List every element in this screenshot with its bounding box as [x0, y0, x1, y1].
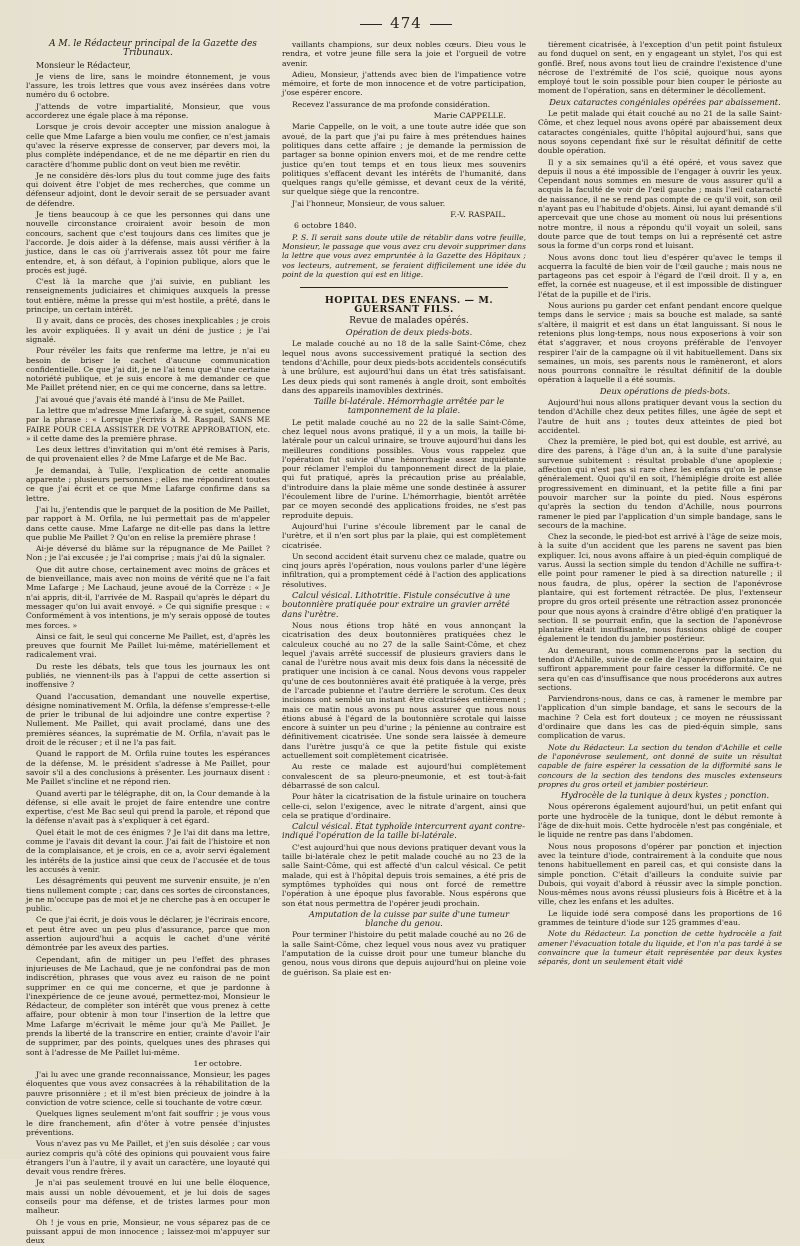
paragraph: Pour hâter la cicatrisation de la fistule urinaire on touchera celle-ci, selon l'exigence, avec le nitrate d'argent, ainsi que cela se pratique d'ordinaire.: [282, 792, 526, 820]
paragraph: Le petit malade couché au no 22 de la salle Saint-Côme, chez lequel nous avons pratiqué, il y a un mois, la taille bi-latérale pour un calcul urinaire, se trouve aujourd'hui dans les meilleures conditions possibles. Vous vous rappelez que l'opération fut suivie d'une hémorrhagie assez inquiétante pour réclamer l'emploi du tamponnement direct de la plaie, qui fut pratiqué, après la précaution prise au préalable, d'introduire dans la plaie même une sonde destinée à assurer l'écoulement libre de l'urine. L'hémorrhagie, bientôt arrêtée par ce moyen secondé des applications froides, ne s'est pas reproduite depuis.: [282, 417, 526, 520]
section-divider: [300, 287, 508, 288]
paragraph: J'ai lu avec une grande reconnaissance, Monsieur, les pages éloquentes que vous avez consacrées à la réhabilitation de la pauvre prisonnière ; et il m'est bien précieux de joindre à la conviction de votre science, celle si touchante de votre cœur.: [26, 1070, 270, 1108]
letter-heading: A M. le Rédacteur principal de la Gazette des Tribunaux.: [49, 39, 257, 59]
op4-title: Calcul vésical. État typhoïde intercurrent ayant contre-indiqué l'opération de la taille bi-latérale.: [282, 821, 526, 841]
paragraph: J'ai avoué que j'avais été mandé à l'insu de Me Paillet.: [36, 394, 245, 404]
col2-closing: [282, 122, 526, 208]
paragraph: Je demandai, à Tulle, l'explication de cette anomalie apparente ; plusieurs personnes ; elles me répondirent toutes ce que j'ai écrit et ce que Mme Lafarge confirme dans sa lettre.: [26, 465, 270, 503]
paragraph: Chez la première, le pied bot, qui est double, est arrivé, au dire des parens, à l'âge d'un an, à la suite d'une paralysie survenue subitement : résultat probable d'une apoplexie ; affection qui n'est pas si rare chez les enfans qu'on le pense généralement. Quoi qu'il en soit, l'hémiplégie droite est allée progressivement en diminuant, et la petite fille a fini par pouvoir marcher sur la pointe du pied. Nous espérons qu'après la section du tendon d'Achille, nous pourrons ramener le pied par l'application d'un simple bandage, sans le secours de la machine.: [538, 437, 782, 530]
op2-title: Taille bi-latérale. Hémorrhagie arrêtée par le tamponnement de la plaie.: [313, 396, 505, 416]
letter-date: 1er octobre.: [193, 1058, 242, 1068]
paragraph: Je tiens beaucoup à ce que les personnes qui dans une nouvelle circonstance croiraient avoir besoin de mon concours, sachent que c'est toujours dans ces limites que je l'accorde. Je dois aider à la défense, mais aussi vérifier à la justice, dans le cas où j'arriverais assez tôt pour me faire entendre, et, à son défaut, à l'opinion publique, alors que le procès est jugé.: [26, 210, 270, 275]
paragraph: Cependant, afin de mitiger un peu l'effet des phrases injurieuses de Me Lachaud, que je ne confondrai pas de mon indiscrétion, phrases que vous avez eu raison de ne point supprimer en ce qui me concerne, et que je pardonne à l'inexpérience de ce jeune avoué, permettez-moi, Monsieur le Rédacteur, de compléter son intérêt que vous prenez à cette affaire, pour obtenir à mon tour l'insertion de la lettre que Mme Lafarge m'écrivait le même jour qu'à Me Paillet. Je prends la liberté de la transcrire en entier, crainte d'avoir l'air de supprimer, par des points, quelques unes des phrases qui sont à l'adresse de Me Paillet lui-même.: [26, 954, 270, 1057]
paragraph: C'est là la marche que j'ai suivie, en publiant les renseignements judiciaires et chimiques auxquels la presse tout entière, même la presse qui m'est hostile, a prêté, dans le principe, un certain intérêt.: [26, 277, 270, 315]
op3-paragraphs: [282, 621, 526, 820]
col2-paragraphs: [282, 40, 526, 109]
op1-paragraphs: [282, 339, 526, 395]
paragraph: Il y avait, dans ce procès, des choses inexplicables ; je crois les avoir expliquées. Il y avait un déni de justice ; je l'ai signalé.: [26, 316, 270, 344]
col1-letter-paragraphs: [26, 1070, 270, 1245]
paragraph: Les deux lettres d'invitation qui m'ont été remises à Paris, de qui provenaient elles ? de Mme Lafarge et de Me Bac.: [26, 445, 270, 464]
col3-paragraphs-d: [538, 802, 782, 927]
paragraph: Adieu, Monsieur, j'attends avec bien de l'impatience votre mémoire, et forte de mon innocence et de votre participation, j'ose espérer encore.: [282, 69, 526, 98]
op2-paragraphs: [282, 418, 526, 589]
col3-paragraphs-c: [538, 398, 782, 741]
paragraph: Quelques lignes seulement m'ont fait souffrir ; je vous vous le dire franchement, afin d'ôter à votre pensée d'injustes préventions.: [26, 1109, 270, 1137]
paragraph: Vous n'avez pas vu Me Paillet, et j'en suis désolée ; car vous auriez compris qu'à côté des opinions qui pouvaient vous faire étrangers l'un à l'autre, il y avait un caractère, une loyauté qui devait vous rendre frères.: [26, 1139, 270, 1177]
paragraph: J'ai lu, j'entendis que le parquet de la position de Me Paillet, par rapport à M. Orfila, ne lui permettait pas de m'appeler dans cette cause. Mme Lafarge ne dit-elle pas dans la lettre que publie Me Paillet ? Qu'on en relise la première phrase !: [26, 504, 270, 542]
paragraph: J'ai l'honneur, Monsieur, de vous saluer.: [292, 198, 446, 208]
note-redacteur-1: Note du Rédacteur. La section du tendon d'Achille et celle de l'aponévrose seulement, ont donné de suite un résultat capable de faire espérer la cessation de la difformité sans le concours de la section des tendons des muscles extenseurs propres du gros orteil et jambier postérieur.: [538, 742, 782, 789]
op5-title: Amputation de la cuisse par suite d'une tumeur blanche du genou.: [308, 908, 510, 929]
paragraph: Marie Cappelle, on le voit, a une toute autre idée que son avoué, de la part que j'ai pu faire à mes prétendues haines politiques dans cette affaire ; je demande la permission de partager sa bonne opinion envers moi, et de me rendre cette justice qu'en tout temps et en tous lieux mes souvenirs politiques s'effacent devant les intérêts de l'humanité, dans quelques rangs qu'elle gémisse, et devant ceux de la vérité, sur quelque siège que la rencontre.: [282, 122, 526, 197]
op3-title: Calcul vésical. Lithotritie. Fistule consécutive à une boutonnière pratiquée pour extraire un gravier arrêté dans l'urètre.: [282, 590, 511, 619]
title-pieds-bots: Deux opérations de pieds-bots.: [599, 385, 731, 396]
paragraph: Au reste ce malade est aujourd'hui complètement convalescent de sa pleuro-pneumonie, et est tout-à-fait débarrassé de son calcul.: [282, 762, 526, 790]
paragraph: Nous nous étions trop hâté en vous annonçant la cicatrisation des deux boutonnières pratiquées chez le calculeux couché au no 27 de la salle Saint-Côme, et chez lequel j'avais arrêté successif de plusieurs graviers dans le canal de l'urètre nous avait mis deux fois dans la nécessité de pratiquer une incision à ce canal. Nous devons vous rappeler qu'une de ces boutonnières avait été pratiquée à la verge, près de l'arcade pubienne et l'autre derrière le scrotum. Ces deux incisions ont semblé un instant être cicatrisées entièrement ; mais ce matin nous avons pu nous assurer que nous nous étions abusé à l'égard de la boutonnière scrotale qui laisse encore à suinter un peu d'urine ; la pénienne au contraire est définitivement cicatrisée. Une sonde sera laissée à demeure dans l'urètre jusqu'à ce que la petite fistule qui existe actuellement soit complètement cicatrisée.: [282, 620, 526, 761]
salutation: Monsieur le Rédacteur,: [36, 60, 131, 70]
op4-paragraphs: [282, 843, 526, 908]
letter-date-2: 6 octobre 1840.: [294, 221, 357, 231]
paragraph: Quand l'accusation, demandant une nouvelle expertise, désigne nominativement M. Orfila, la défense s'empresse-t-elle de prier le tribunal de lui adjoindre une contre expertise ? Nullement. Me Paillet, qui avait proclamé, dans une des premières séances, la suprématie de M. Orfila, n'avait pas le droit de le récuser ; et il ne l'a pas fait.: [26, 691, 270, 748]
paragraph: Je ne considère dès-lors plus du tout comme juge des faits qui doivent être l'objet de mes recherches, que comme un défenseur adjoint, dont le devoir serait de se persuader avant de défendre.: [26, 170, 270, 208]
note-redacteur-2: Note du Rédacteur. La ponction de cette hydrocèle a fait amener l'évacuation totale du liquide, et l'on n'a pas tardé à se convaincre que la tumeur était représentée par deux kystes séparés, dont un seulement était vidé: [538, 929, 782, 967]
paragraph: Pour révéler les faits que renferme ma lettre, je n'ai eu besoin de briser le cachet d'aucune communication confidentielle. Ce que j'ai dit, je ne l'ai tenu que d'une certaine notoriété publique, et je suis encore à me demander ce que Me Paillet prétend nier, en ce qui me concerne, dans sa lettre.: [26, 346, 270, 393]
paragraph: Ai-je déversé du blâme sur la répugnance de Me Paillet ? Non ; je l'ai excusée ; je l'ai comprise ; mais j'ai dû la signaler.: [26, 544, 270, 563]
paragraph: tièrement cicatrisée, à l'exception d'un petit point fistuleux au fond duquel on sent, en y engageant un stylet, l'os qui est gonflé. Bref, nous avons tout lieu de craindre l'existence d'une nécrose de l'extrémité de l'os scié, quoique nous ayons employé tout le soin possible pour bien couper le périoste au moment de l'opération, sans en déterminer le décollement.: [538, 40, 782, 96]
paragraph: Pour terminer l'histoire du petit malade couché au no 26 de la salle Saint-Côme, chez lequel vous nous avez vu pratiquer l'amputation de la cuisse droit pour une tumeur blanche du genou, nous vous dirons que depuis aujourd'hui on pleine voie de guérison. Sa plaie est en-: [282, 930, 526, 977]
paragraph: Oh ! je vous en prie, Monsieur, ne vous séparez pas de ce puissant appui de mon innocence ; laissez-moi m'appuyer sur deux: [26, 1217, 270, 1246]
paragraph: Quel était le mot de ces énigmes ? Je l'ai dit dans ma lettre, comme je l'avais dit devant la cour. J'ai fait de l'histoire et non de la complaisance, et je crois, en ce a, avoir servi également les intérêts de la justice ainsi que ceux de l'accusée et de tous les accusés à venir.: [26, 827, 270, 874]
paragraph: Quand averti par le télégraphe, dit on, la Cour demande à la défense, si elle avait le projet de faire entendre une contre expertise, c'est Me Bac seul qui prend la parole, et répond que la défense n'avait pas à s'expliquer à cet égard.: [26, 788, 270, 826]
paragraph: Le petit malade qui était couché au no 21 de la salle Saint-Côme, et chez lequel nous avons opéré par abaissement deux cataractes congéniales, quitte l'hôpital aujourd'hui, sans que nous soyons cependant fixé sur le résultat définitif de cette double opération.: [538, 109, 782, 156]
paragraph: Du reste les débats, tels que tous les journaux les ont publiés, ne viennent-ils pas à l'appui de cette assertion si inoffensive ?: [26, 661, 270, 690]
paragraph: Au demeurant, nous commencerons par la section du tendon d'Achille, suivie de celle de l'aponévrose plantaire, qui suffiront apparemment pour faire cesser la difformité. Ce ne sera qu'en cas d'insuffisance que nous procéderons aux autres sections.: [538, 645, 782, 692]
signature-cappelle: Marie CAPPELLE.: [433, 111, 506, 121]
paragraph: Chez la seconde, le pied-bot est arrivé à l'âge de seize mois, à la suite d'un accident que les parens ne savent pas bien expliquer. Ici, nous avons affaire à un pied-équin compliqué de varus. Aussi la section simple du tendon d'Achille ne suffira-t-elle point pour ramener le pied à sa direction naturelle ; il nous faudra, de plus, opérer la section de l'aponévrose plantaire, qui est fortement rétractée. De plus, l'extenseur propre du gros orteil présente une rétraction assez prononcée pour que nous ayons à craindre d'être obligé d'en pratiquer la section. Il se pourrait enfin, que la section de l'aponévrose plantaire était insuffisante, nous fussions obligé de couper également le tendon du jambier postérieur.: [538, 532, 782, 644]
section-subtitle: Revue de malades opérés.: [349, 315, 469, 326]
paragraph: Aujourd'hui l'urine s'écoule librement par le canal de l'urètre, et il n'en sort plus par la plaie, qui est complètement cicatrisée.: [282, 521, 526, 550]
paragraph: Le malade couché au no 18 de la salle Saint-Côme, chez lequel nous avons successivement pratiqué la section des tendons d'Achille, pour deux pieds-bots accidentels consécutifs à une brûlure, est aujourd'hui dans un état très satisfaisant. Les deux pieds qui sont ramenés à angle droit, sont emboîtés dans des appareils inamovibles dextrinés.: [282, 339, 526, 395]
paragraph: Lorsque je crois devoir accepter une mission analogue à celle que Mme Lafarge a bien voulu me confier, ce n'est jamais qu'avec la réserve expresse de conserver, par devers moi, la plus complète indépendance, et de ne me départir en rien du caractère d'homme public dont on veut bien me revêtir.: [26, 122, 270, 169]
paragraph: Ce que j'ai écrit, je dois vous le déclarer, je l'écrirais encore, et peut être avec un peu plus d'assurance, parce que mon assertion aujourd'hui a acquis le cachet d'une vérité démontrée par les aveux des parties.: [26, 915, 270, 953]
paragraph: Parviendrons-nous, dans ce cas, à ramener le membre par l'application d'un simple bandage, et sans le secours de la machine ? Cela est fort douteux ; ce moyen ne réussissant d'ordinaire que dans les cas de pied-équin simple, sans complication de varus.: [538, 694, 782, 741]
column-1: [26, 39, 270, 1246]
paragraph: Je viens de lire, sans le moindre étonnement, je vous l'assure, les trois lettres que vous avez insérées dans votre numéro du 6 octobre.: [26, 71, 270, 100]
paragraph: La lettre que m'adresse Mme Lafarge, à ce sujet, commence par la phrase : « Lorsque j'écrivis à M. Raspail, SANS ME FAIRE POUR CELA ASSISTER DE VOTRE APPROBATION, etc. » il cette dame des la première phrase.: [26, 405, 270, 443]
col1-paragraphs: [26, 72, 270, 1057]
col3-paragraphs-a: [538, 40, 782, 96]
title-cataractes: Deux cataractes congéniales opérées par abaissement.: [549, 96, 781, 107]
paragraph: Nous aurions pu garder cet enfant pendant encore quelque temps dans le service ; mais sa bouche est malade, sa santé s'altère, il maigrit et est dans un état languissant. Si nous le retenions plus long-temps, nous nous exposerions à voir son état s'aggraver, et nous croyons préférable de l'envoyer respirer l'air de la campagne où il vit habituellement. Dans six semaines, un mois, ses parents nous le ramèneront, et alors nous pourrons connaître le résultat définitif de la double opération à laquelle il a été soumis.: [538, 301, 782, 385]
paragraph: Ainsi ce fait, le seul qui concerne Me Paillet, est, d'après les preuves que fournit Me Paillet lui-même, matériellement et radicalement vrai.: [26, 631, 270, 660]
paragraph: Que dit autre chose, certainement avec moins de grâces et de bienveillance, mais avec non moins de vérité que ne l'a fait Mme Lafarge ; Me Lachaud, jeune avoué de la Corrèze : « Je n'ai appris, dit-il, l'arrivée de M. Raspail qu'après le départ du messager qu'on lui avait envoyé. » Ce qui signifie presque : « Conformément à vos intentions, je m'y serais opposé de toutes mes forces. »: [26, 564, 270, 630]
column-3: [538, 40, 782, 1148]
signature-raspail: F.-V. RASPAIL.: [450, 210, 506, 220]
paragraph: Il y a six semaines qu'il a été opéré, et vous savez que depuis il nous a été impossible de l'engager à ouvrir les yeux. Cependant nous sommes en mesure de vous assurer qu'il a acquis la faculté de voir de l'œil gauche ; mais l'œil cataracté de naissance, il ne se rend pas compte de ce qu'il voit, son œil n'ayant pas eu l'habitude d'objets. Ainsi, lui ayant demandé s'il apercevait que une chose au moment où nous lui présentions notre montre, il nous a répondu qu'il voyait un soleil, sans doute parce que de tout temps on lui a représenté cet astre sous la forme d'un corps rond et luisant.: [538, 157, 782, 251]
section-title: HOPITAL DES ENFANS. — M. GUERSANT FILS.: [324, 295, 494, 316]
paragraph: J'attends de votre impartialité, Monsieur, que vous accorderez une égale place à ma réponse.: [26, 101, 270, 121]
op1-title: Opération de deux pieds-bots.: [345, 327, 473, 338]
col3-paragraphs-b: [538, 109, 782, 385]
paragraph: Un second accident était survenu chez ce malade, quatre ou cinq jours après l'opération, nous voulons parler d'une légère infiltration, qui a promptement cédé à l'action des applications résolutives.: [282, 551, 526, 589]
page-number: 474: [26, 14, 786, 32]
title-hydrocele: Hydrocèle de la tunique à deux kystes ; ponction.: [560, 790, 770, 801]
paragraph: C'est aujourd'hui que nous devions pratiquer devant vous la taille bi-latérale chez le petit malade couché au no 23 de la salle Saint-Côme, qui est affecté d'un calcul vésical. Ce petit malade, qui est à l'hôpital depuis trois semaines, a été pris de symptômes typhoïdes qui nous ont forcé de remettre l'opération à une époque plus favorable. Nous espérons que son état nous permettra de l'opérer jeudi prochain.: [282, 842, 526, 908]
paragraph: Recevez l'assurance de ma profonde considération.: [292, 99, 491, 109]
paragraph: Nous nous proposons d'opérer par ponction et injection avec la teinture d'iode, contrairement à la conduite que nous tenons habituellement en pareil cas, et qui consiste dans la simple ponction. C'était d'ailleurs la conduite suivie par Dubois, qui voyait d'abord à réussir avec la simple ponction. Nous-mêmes nous avons réussi plusieurs fois à Bicêtre et à la ville, chez les enfans et les adultes.: [538, 841, 782, 907]
columns: [26, 39, 786, 1246]
paragraph: vaillants champions, sur deux nobles cœurs. Dieu vous le rendra, et votre jeune fille sera la joie et l'orgueil de votre avenir.: [282, 40, 526, 68]
paragraph: Nous opérerons également aujourd'hui, un petit enfant qui porte une hydrocèle de la tunique, dont le début remonte à l'âge de dix-huit mois. Cette hydrocèle n'est pas congéniale, et le liquide ne rentre pas dans l'abdomen.: [538, 802, 782, 840]
column-2: [282, 40, 526, 1148]
postscript: P. S. Il serait sans doute utile de rétablir dans votre feuille, Monsieur, le passage que vous avez cru devoir supprimer dans la lettre que vous avez empruntée à la Gazette des Hôpitaux ; vos lecteurs, autrement, se feraient difficilement une idée du point de la question qui est en litige.: [282, 232, 526, 279]
paragraph: Les désagréments qui peuvent me survenir ensuite, je n'en tiens nullement compte ; car, dans ces sortes de circonstances, je ne m'occupe pas de moi et je ne cherche pas à en occuper le public.: [26, 876, 270, 914]
op5-paragraphs: [282, 930, 526, 976]
paragraph: Nous avons donc tout lieu d'espérer qu'avec le temps il acquerra la faculté de bien voir de l'œil gauche ; mais nous ne partageons pas cet espoir à l'égard de l'œil droit. Il y a, en effet, la cornée est nuageuse, et il est impossible de distinguer l'état de la pupille et de l'iris.: [538, 252, 782, 299]
paragraph: Je n'ai pas seulement trouvé en lui une belle éloquence, mais aussi un noble dévouement, et je lui dois de sages conseils pour ma défense, et de tristes larmes pour mon malheur.: [26, 1178, 270, 1216]
paragraph: Le liquide iodé sera composé dans les proportions de 16 grammes de teinture d'iode sur 125 grammes d'eau.: [538, 908, 782, 928]
paragraph: Aujourd'hui nous allons pratiquer devant vous la section du tendon d'Achille chez deux petites filles, une âgée de sept et l'autre de huit ans ; toutes deux atteintes de pied bot accidentel.: [538, 397, 782, 435]
paragraph: Quand le rapport de M. Orfila ruine toutes les espérances de la défense, M. le président s'adresse à Me Paillet, pour savoir s'il a des conclusions à présenter. Les journaux disent : Me Paillet s'incline et ne répond rien.: [26, 749, 270, 787]
